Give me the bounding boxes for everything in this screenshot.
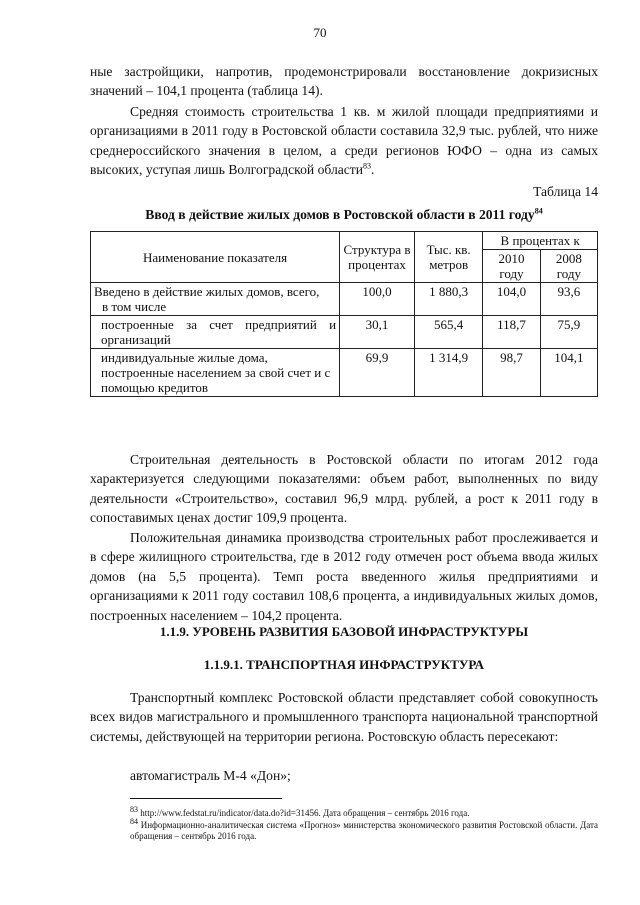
row-name-text: Введено в действие жилых домов, всего, — [94, 284, 320, 299]
footnote-text: Информационно-аналитическая система «Прогноз» министерства экономического развития Ростовской области. Дата обращения – сентябрь 2016 года. — [130, 820, 598, 841]
table-title-text: Ввод в действие жилых домов в Ростовской области в 2011 году — [145, 207, 535, 222]
cell-structure: 100,0 — [340, 283, 415, 316]
header-pct-group: В процентах к — [483, 232, 598, 250]
paragraph-5: Транспортный комплекс Ростовской области представляет собой совокупность всех видов магистрального и промышленного транспорта национальной транспортной системы, действующей на территории региона. Ростовскую область пересекают: — [90, 690, 598, 744]
page-number: 70 — [313, 25, 327, 40]
footnote-divider — [130, 798, 282, 799]
row-name: построенные за счет предприятий и организаций — [91, 316, 340, 349]
cell-2010: 98,7 — [483, 349, 540, 397]
cell-2008: 75,9 — [540, 316, 597, 349]
header-name: Наименование показателя — [91, 232, 340, 283]
cell-sqm: 1 880,3 — [415, 283, 483, 316]
paragraph-4: Положительная динамика производства строительных работ прослеживается и в сфере жилищного строительства, где в 2012 году отмечен рост объема ввода жилых домов (на 5,5 процента). Темп роста введенного жилья предприятиями и организациями к 2011 году составил 108,6 процента, а индивидуальных жилых домов, построенных населением – 104,2 процента. — [90, 530, 598, 623]
footnote-83 — [130, 805, 598, 819]
header-sqm: Тыс. кв. метров — [415, 232, 483, 283]
cell-2010: 104,0 — [483, 283, 540, 316]
table-title — [90, 207, 598, 223]
row-name — [91, 283, 340, 316]
header-structure: Структура в процентах — [340, 232, 415, 283]
table-row — [91, 283, 598, 316]
table-row — [91, 349, 598, 397]
cell-structure: 69,9 — [340, 349, 415, 397]
footnote-84 — [130, 817, 598, 842]
cell-2010: 118,7 — [483, 316, 540, 349]
paragraph-2-text: Средняя стоимость строительства 1 кв. м жилой площади предприятиями и организациями в 2011 году в Ростовской области составила 32,9 тыс. рублей, что ниже среднероссийского значения в целом, а среди регионов ЮФО – одна из самых высоких, уступая лишь Волгоградской области — [90, 104, 598, 178]
cell-2008: 104,1 — [540, 349, 597, 397]
footnote-ref-84: 84 — [534, 206, 543, 216]
cell-sqm: 565,4 — [415, 316, 483, 349]
cell-sqm: 1 314,9 — [415, 349, 483, 397]
section-heading: 1.1.9. УРОВЕНЬ РАЗВИТИЯ БАЗОВОЙ ИНФРАСТРУКТУРЫ — [159, 624, 529, 639]
table-caption: Таблица 14 — [533, 184, 598, 199]
subsection-heading: 1.1.9.1. ТРАНСПОРТНАЯ ИНФРАСТРУКТУРА — [203, 657, 485, 672]
footnote-ref-83: 83 — [363, 161, 372, 171]
footnote-num: 83 — [130, 805, 138, 814]
header-2008: 2008 году — [540, 250, 597, 283]
housing-table — [90, 231, 598, 397]
footnote-num: 84 — [130, 817, 138, 826]
row-name: индивидуальные жилые дома, построенные населением за свой счет и с помощью кредитов — [91, 349, 340, 397]
paragraph-6: автомагистраль М-4 «Дон»; — [130, 768, 291, 783]
cell-2008: 93,6 — [540, 283, 597, 316]
footnote-text: http://www.fedstat.ru/indicator/data.do?id=31456. Дата обращения – сентябрь 2016 года. — [140, 808, 470, 818]
table-row — [91, 316, 598, 349]
paragraph-3: Строительная деятельность в Ростовской области по итогам 2012 года характеризуется следующими показателями: объем работ, выполненных по виду деятельности «Строительство», составил 96,9 млрд. рублей, а рост к 2011 году в сопоставимых ценах достиг 109,9 процента. — [90, 452, 598, 526]
header-2010: 2010 году — [483, 250, 540, 283]
paragraph-2: Средняя стоимость строительства 1 кв. м жилой площади предприятиями и организациями в 2011 году в Ростовской области составила 32,9 тыс. рублей, что ниже среднероссийского значения в целом, а среди регионов ЮФО – одна из самых высоких, уступая лишь Волгоградской области$^{83}$. — [90, 104, 598, 178]
paragraph-1: ные застройщики, напротив, продемонстрировали восстановление докризисных значений – 104,1 процента (таблица 14). — [90, 64, 598, 99]
row-sub-text: в том числе — [102, 299, 167, 314]
table-header-row — [91, 232, 598, 250]
cell-structure: 30,1 — [340, 316, 415, 349]
